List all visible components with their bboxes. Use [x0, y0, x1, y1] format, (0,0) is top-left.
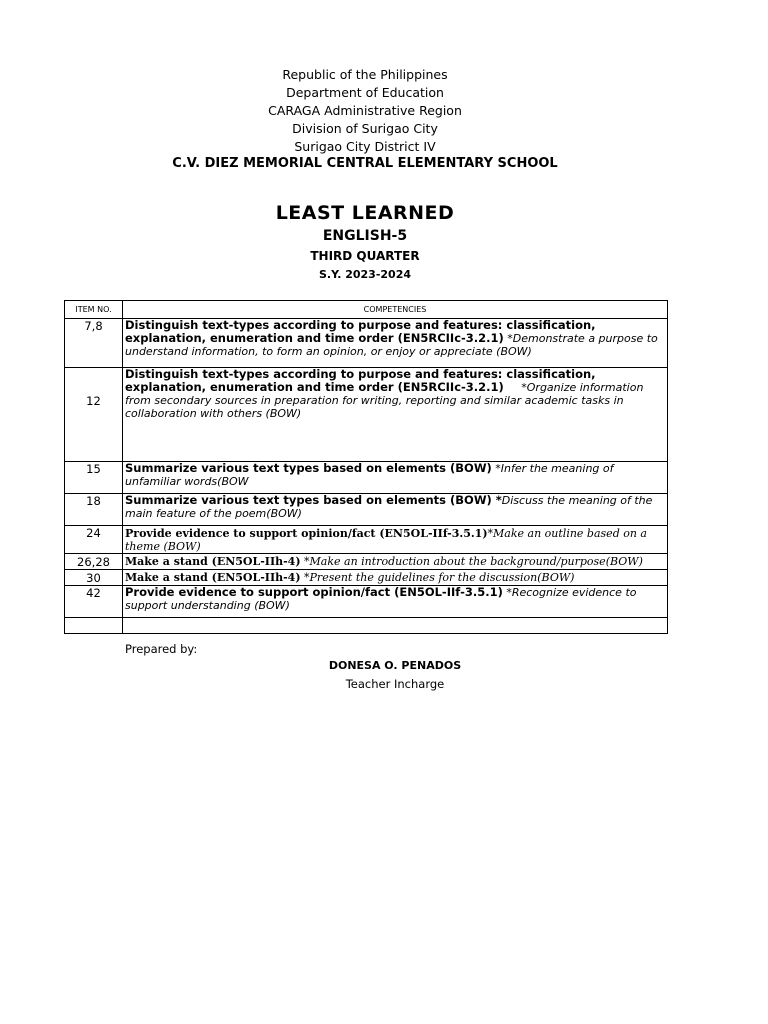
- header-district: Surigao City District IV: [294, 139, 436, 154]
- header-department: Department of Education: [286, 85, 444, 100]
- table-row: [65, 494, 668, 526]
- item-number: 15: [65, 462, 123, 494]
- competency-main: Summarize various text types based on elements (BOW) *: [125, 493, 502, 507]
- competency-main: Make a stand (EN5OL-IIh-4): [125, 571, 301, 584]
- competency-cell: [123, 570, 668, 586]
- competency-main: Provide evidence to support opinion/fact (EN5OL-IIf-3.5.1): [125, 526, 488, 540]
- competency-sub: *Infer the meaning of unfamiliar words(BOW: [125, 462, 614, 488]
- competency-sub: *Make an introduction about the background/purpose(BOW): [300, 555, 643, 568]
- header-division: Division of Surigao City: [292, 121, 438, 136]
- competency-cell: [123, 368, 668, 462]
- subject-label: ENGLISH-5: [322, 228, 408, 244]
- header-region: CARAGA Administrative Region: [268, 103, 462, 118]
- document-title: LEAST LEARNED: [275, 202, 455, 224]
- empty-cell: [65, 618, 123, 634]
- school-year-label: S.Y. 2023-2024: [318, 268, 412, 281]
- table-row: [65, 319, 668, 368]
- least-learned-table: [64, 300, 668, 634]
- competency-cell: [123, 526, 668, 554]
- item-number: 30: [65, 570, 123, 586]
- table-row: [65, 554, 668, 570]
- item-number: 26,28: [65, 554, 123, 570]
- competencies-header: COMPETENCIES: [123, 301, 668, 319]
- item-number: 12: [65, 368, 123, 462]
- empty-cell: [123, 618, 668, 634]
- header-republic: Republic of the Philippines: [282, 67, 448, 82]
- item-number: 42: [65, 586, 123, 618]
- item-no-header: ITEM NO.: [65, 301, 123, 319]
- item-number: 7,8: [65, 319, 123, 368]
- table-row: [65, 526, 668, 554]
- table-row: [65, 462, 668, 494]
- competency-main: Distinguish text-types according to purpose and features: classification, explanation, enumeration and time order (EN5RCIIc-3.2.1): [125, 318, 596, 345]
- item-number: 18: [65, 494, 123, 526]
- competency-cell: [123, 554, 668, 570]
- competency-sub: *Recognize evidence to support understanding (BOW): [125, 586, 637, 612]
- competency-cell: [123, 319, 668, 368]
- agency-header: [0, 66, 730, 156]
- item-number: 24: [65, 526, 123, 554]
- competency-sub: *Organize information from secondary sources in preparation for writing, reporting and similar academic tasks in collaboration with others (BOW): [125, 381, 647, 420]
- competency-sub: *Demonstrate a purpose to understand information, to form an opinion, or enjoy or appreciate (BOW): [125, 332, 658, 358]
- quarter-label: THIRD QUARTER: [310, 249, 420, 263]
- empty-table-row: [65, 618, 668, 634]
- table-row: [65, 570, 668, 586]
- competency-main: Provide evidence to support opinion/fact (EN5OL-IIf-3.5.1): [125, 585, 503, 599]
- competency-cell: [123, 462, 668, 494]
- competency-main: Make a stand (EN5OL-IIh-4): [125, 555, 301, 568]
- competency-cell: [123, 494, 668, 526]
- competency-main: Distinguish text-types according to purpose and features: classification, explanation, enumeration and time order (EN5RCIIc-3.2.1): [125, 367, 596, 394]
- table-header-row: [65, 301, 668, 319]
- competency-sub: *Make an outline based on a theme (BOW): [125, 526, 647, 553]
- table-row: [65, 586, 668, 618]
- competency-main: Summarize various text types based on elements (BOW): [125, 461, 492, 475]
- signatory-name: DONESA O. PENADOS: [328, 659, 462, 672]
- competency-cell: [123, 586, 668, 618]
- signatory-role: Teacher Incharge: [345, 677, 445, 691]
- prepared-by-label: Prepared by:: [125, 642, 198, 656]
- competency-sub: Discuss the meaning of the main feature of the poem(BOW): [125, 494, 653, 520]
- competency-sub: *Present the guidelines for the discussion(BOW): [300, 571, 575, 584]
- school-name: C.V. DIEZ MEMORIAL CENTRAL ELEMENTARY SCHOOL: [172, 156, 558, 171]
- table-row: [65, 368, 668, 462]
